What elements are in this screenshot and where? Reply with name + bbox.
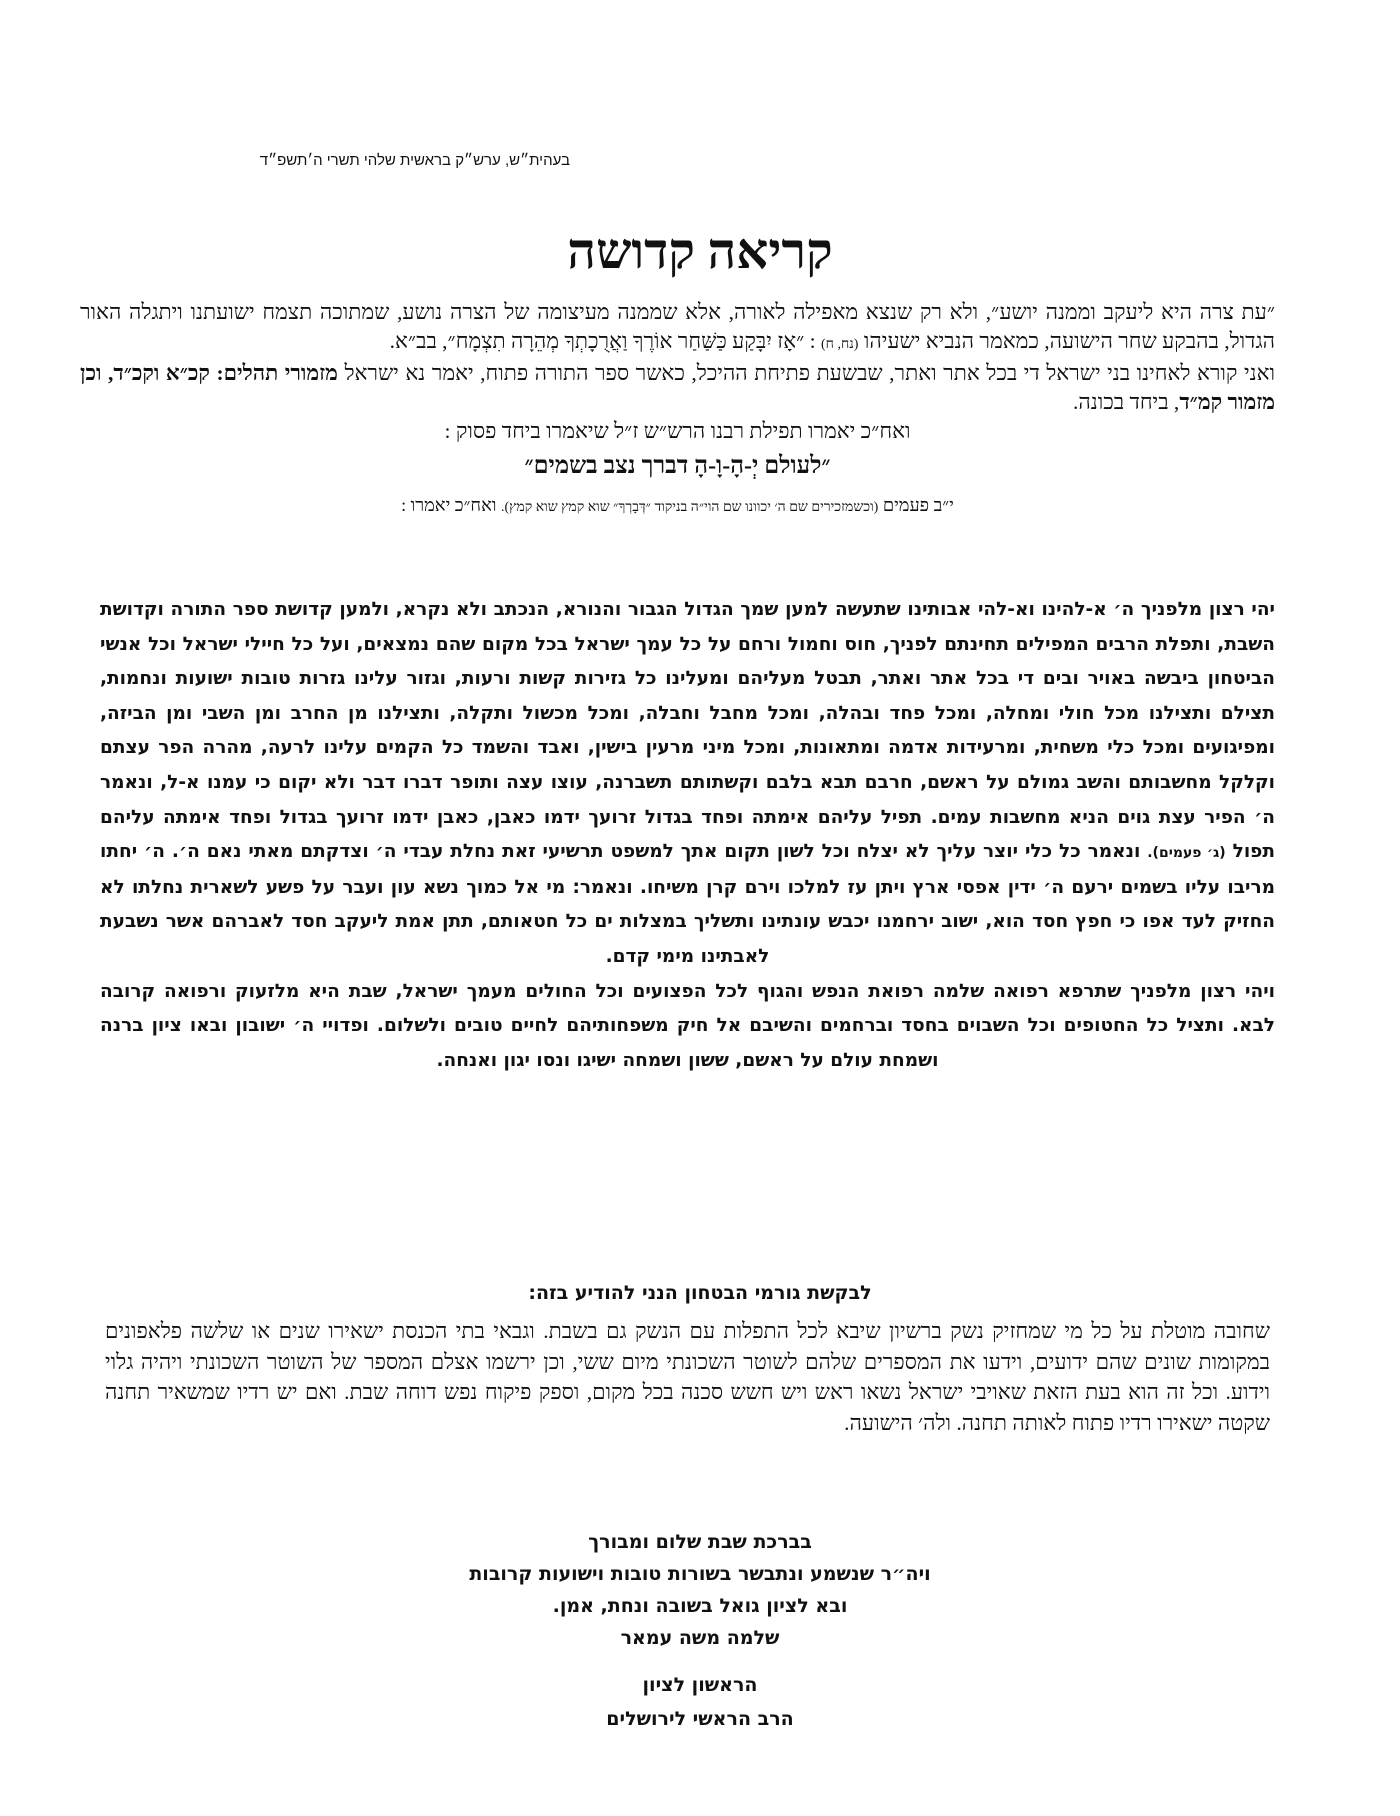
call-paragraph <box>80 359 1275 417</box>
closing-line-1: בברכת שבת שלום ומבורך <box>588 1531 812 1553</box>
prayer-text: יהי רצון מלפניך ה׳ א-להינו וא-להי אבותינו שתעשה למען שמך הגדול הגבור והנורא, הנכתב ולא נקרא, ולמען קדושת ספר התורה וקדושת השבת, ותפלת הרבים המפילים תחינתם לפניך, חוס וחמול ורחם על כל עמך ישראל בכל מקום שהם נמצאים, ועל כל חיילי ישראל וכל אנשי הביטחון ביבשה באויר ובים די בכל אתר ואתר, תבטל מעליהם ומעלינו כל גזירות קשות ורעות, וגזור עלינו גזרות טובות ישועות ונחמות, תצילם ותצילנו מכל חולי ומחלה, ומכל פחד ובהלה, ומכל מחבל וחבלה, ומכל מכשול ותקלה, ותצילנו מן החרב ומן השבי ומן הביזה, ומפיגועים ומכל כלי משחית, ומרעידות אדמה ומתאונות, ומכל מיני מרעין בישין, ואבד והשמד כל הקמים עלינו לרעה, מהרה הפר עצתם וקלקל מחשבותם והשב גמולם על ראשם, חרבם תבא בלבם וקשתותם תשברנה, עוצו עצה ותופר דברו דבר ולא יקום כי עמנו א-ל, ונאמר ה׳ הפיר עצת גוים הניא מחשבות עמים. תפיל עליהם אימתה ופחד בגדול זרועך ידמו כאבן, כאבן ידמו זרועך בגדול ופחד אימתה עליהם תפול <box>100 599 1275 863</box>
signature-title-1: הראשון לציון <box>642 1674 758 1696</box>
closing-line-3: ובא לציון גואל בשובה ונחת, אמן. <box>552 1595 848 1617</box>
repetition-end: ואח״כ יאמרו : <box>401 495 497 515</box>
signature-block <box>0 1668 1400 1736</box>
intro-paragraph <box>80 298 1275 359</box>
call-text-end: , ביחד בכונה. <box>1073 390 1180 414</box>
call-text: ואני קורא לאחינו בני ישראל די בכל אתר ואתר, שבשעת פתיחת ההיכל, כאשר ספר התורה פתוח, יאמר נא ישראל <box>344 361 1275 385</box>
intro-section <box>80 298 1275 521</box>
verse-reference: (נח, ח) <box>821 337 859 352</box>
prayer-section <box>100 593 1275 1078</box>
verse-quote: : ״אָז יִבָּקַע כַּשַּׁחַר אוֹרֶךָ וַאֲרֻכָתְךָ מְהֵרָה תִצְמָח״, בב״א. <box>389 329 816 353</box>
psalms-list: מזמורי תהלים: קכ״א וקכ״ד, וכן מזמור קמ״ד <box>80 361 1275 414</box>
prayer-paragraph-1 <box>100 593 1275 975</box>
page-title: קריאה קדושה <box>567 223 833 279</box>
date-line: בעהית״ש, ערש״ק בראשית שלהי תשרי ה׳תשפ״ד <box>259 152 570 169</box>
prayer-paragraph-2: ויהי רצון מלפניך שתרפא רפואה שלמה רפואת הנפש והגוף לכל הפצועים וכל החולים מעמך ישראל, שבת היא מלזעוק ורפואה קרובה לבא. ותציל כל החטופים וכל השבוים בחסד וברחמים והשיבם אל חיק משפחותיהם לחיים טובים ולשלום. ופדויי ה׳ ישובון ובאו ציון ברנה ושמחת עולם על ראשם, ששון ושמחה ישיגו ונסו יגון ואנחה. <box>100 980 1275 1071</box>
verse-line: ״לעולם יְ-הָ-וָ-הָ דברך נצב בשמים״ <box>524 453 831 479</box>
closing-section <box>0 1526 1400 1654</box>
closing-line-2: ויה״ר שנשמע ונתבשר בשורות טובות וישועות קרובות <box>469 1563 931 1585</box>
notice-title: לבקשת גורמי הבטחון הנני להודיע בזה: <box>528 1282 872 1304</box>
repetition-count: י״ב פעמים <box>882 495 954 515</box>
instruction-line: ואח״כ יאמרו תפילת רבנו הרש״ש ז״ל שיאמרו ביחד פסוק : <box>444 419 911 443</box>
prayer-repeat-note: (ג׳ פעמים). <box>1147 845 1226 862</box>
signature-name: שלמה משה עמאר <box>620 1627 780 1649</box>
intro-text: ״עת צרה היא ליעקב וממנה יושע״, ולא רק שנצא מאפילה לאורה, אלא שממנה מעיצומה של הצרה נושע, שמתוכה תצמח ישועתנו ויתגלה האור הגדול, בהבקע שחר הישועה, כמאמר הנביא ישעיהו <box>80 300 1275 353</box>
repetition-note: (וכשמזכירים שם ה׳ יכוונו שם הוי״ה בניקוד ״דְּבָרְךָ״ שוא קמץ שוא קמץ). <box>501 500 879 515</box>
prayer-text-end: ונאמר כל כלי יוצר עליך לא יצלח וכל לשון תקום אתך למשפט תרשיעי זאת נחלת עבדי ה׳ וצדקתם מאתי נאם ה׳. ה׳ יחתו מריבו עליו בשמים ירעם ה׳ ידין אפסי ארץ ויתן עז למלכו וירם קרן משיחו. ונאמר: מי אל כמוך נשא עון ועבר על פשע לשארית נחלתו לא החזיק לעד אפו כי חפץ חסד הוא, ישוב ירחמנו יכבש עונתינו ותשליך במצלות ים כל חטאותם, תתן אמת ליעקב חסד לאברהם אשר נשבעת לאבתינו מימי קדם. <box>100 841 1275 967</box>
repetition-line <box>80 492 1275 521</box>
notice-text: שחובה מוטלת על כל מי שמחזיק נשק ברשיון שיבא לכל התפלות עם הנשק גם בשבת. וגבאי בתי הכנסת ישאירו שנים או שלשה פלאפונים במקומות שונים שהם ידועים, וידעו את המספרים שלהם לשוטר השכונתי מיום ששי, וכן ירשמו אצלם המספר של השוטר השכונתי ויהיה גלוי וידוע. וכל זה הוא בעת הזאת שאויבי ישראל נשאו ראש ויש חשש סכנה בכל מקום, וספק פיקוח נפש דוחה שבת. ואם יש רדיו שמשאיר תחנה שקטה ישאירו רדיו פתוח לאותה תחנה. ולה׳ הישועה. <box>105 1319 1270 1435</box>
notice-section <box>105 1316 1270 1438</box>
signature-title-2: הרב הראשי לירושלים <box>606 1708 794 1730</box>
